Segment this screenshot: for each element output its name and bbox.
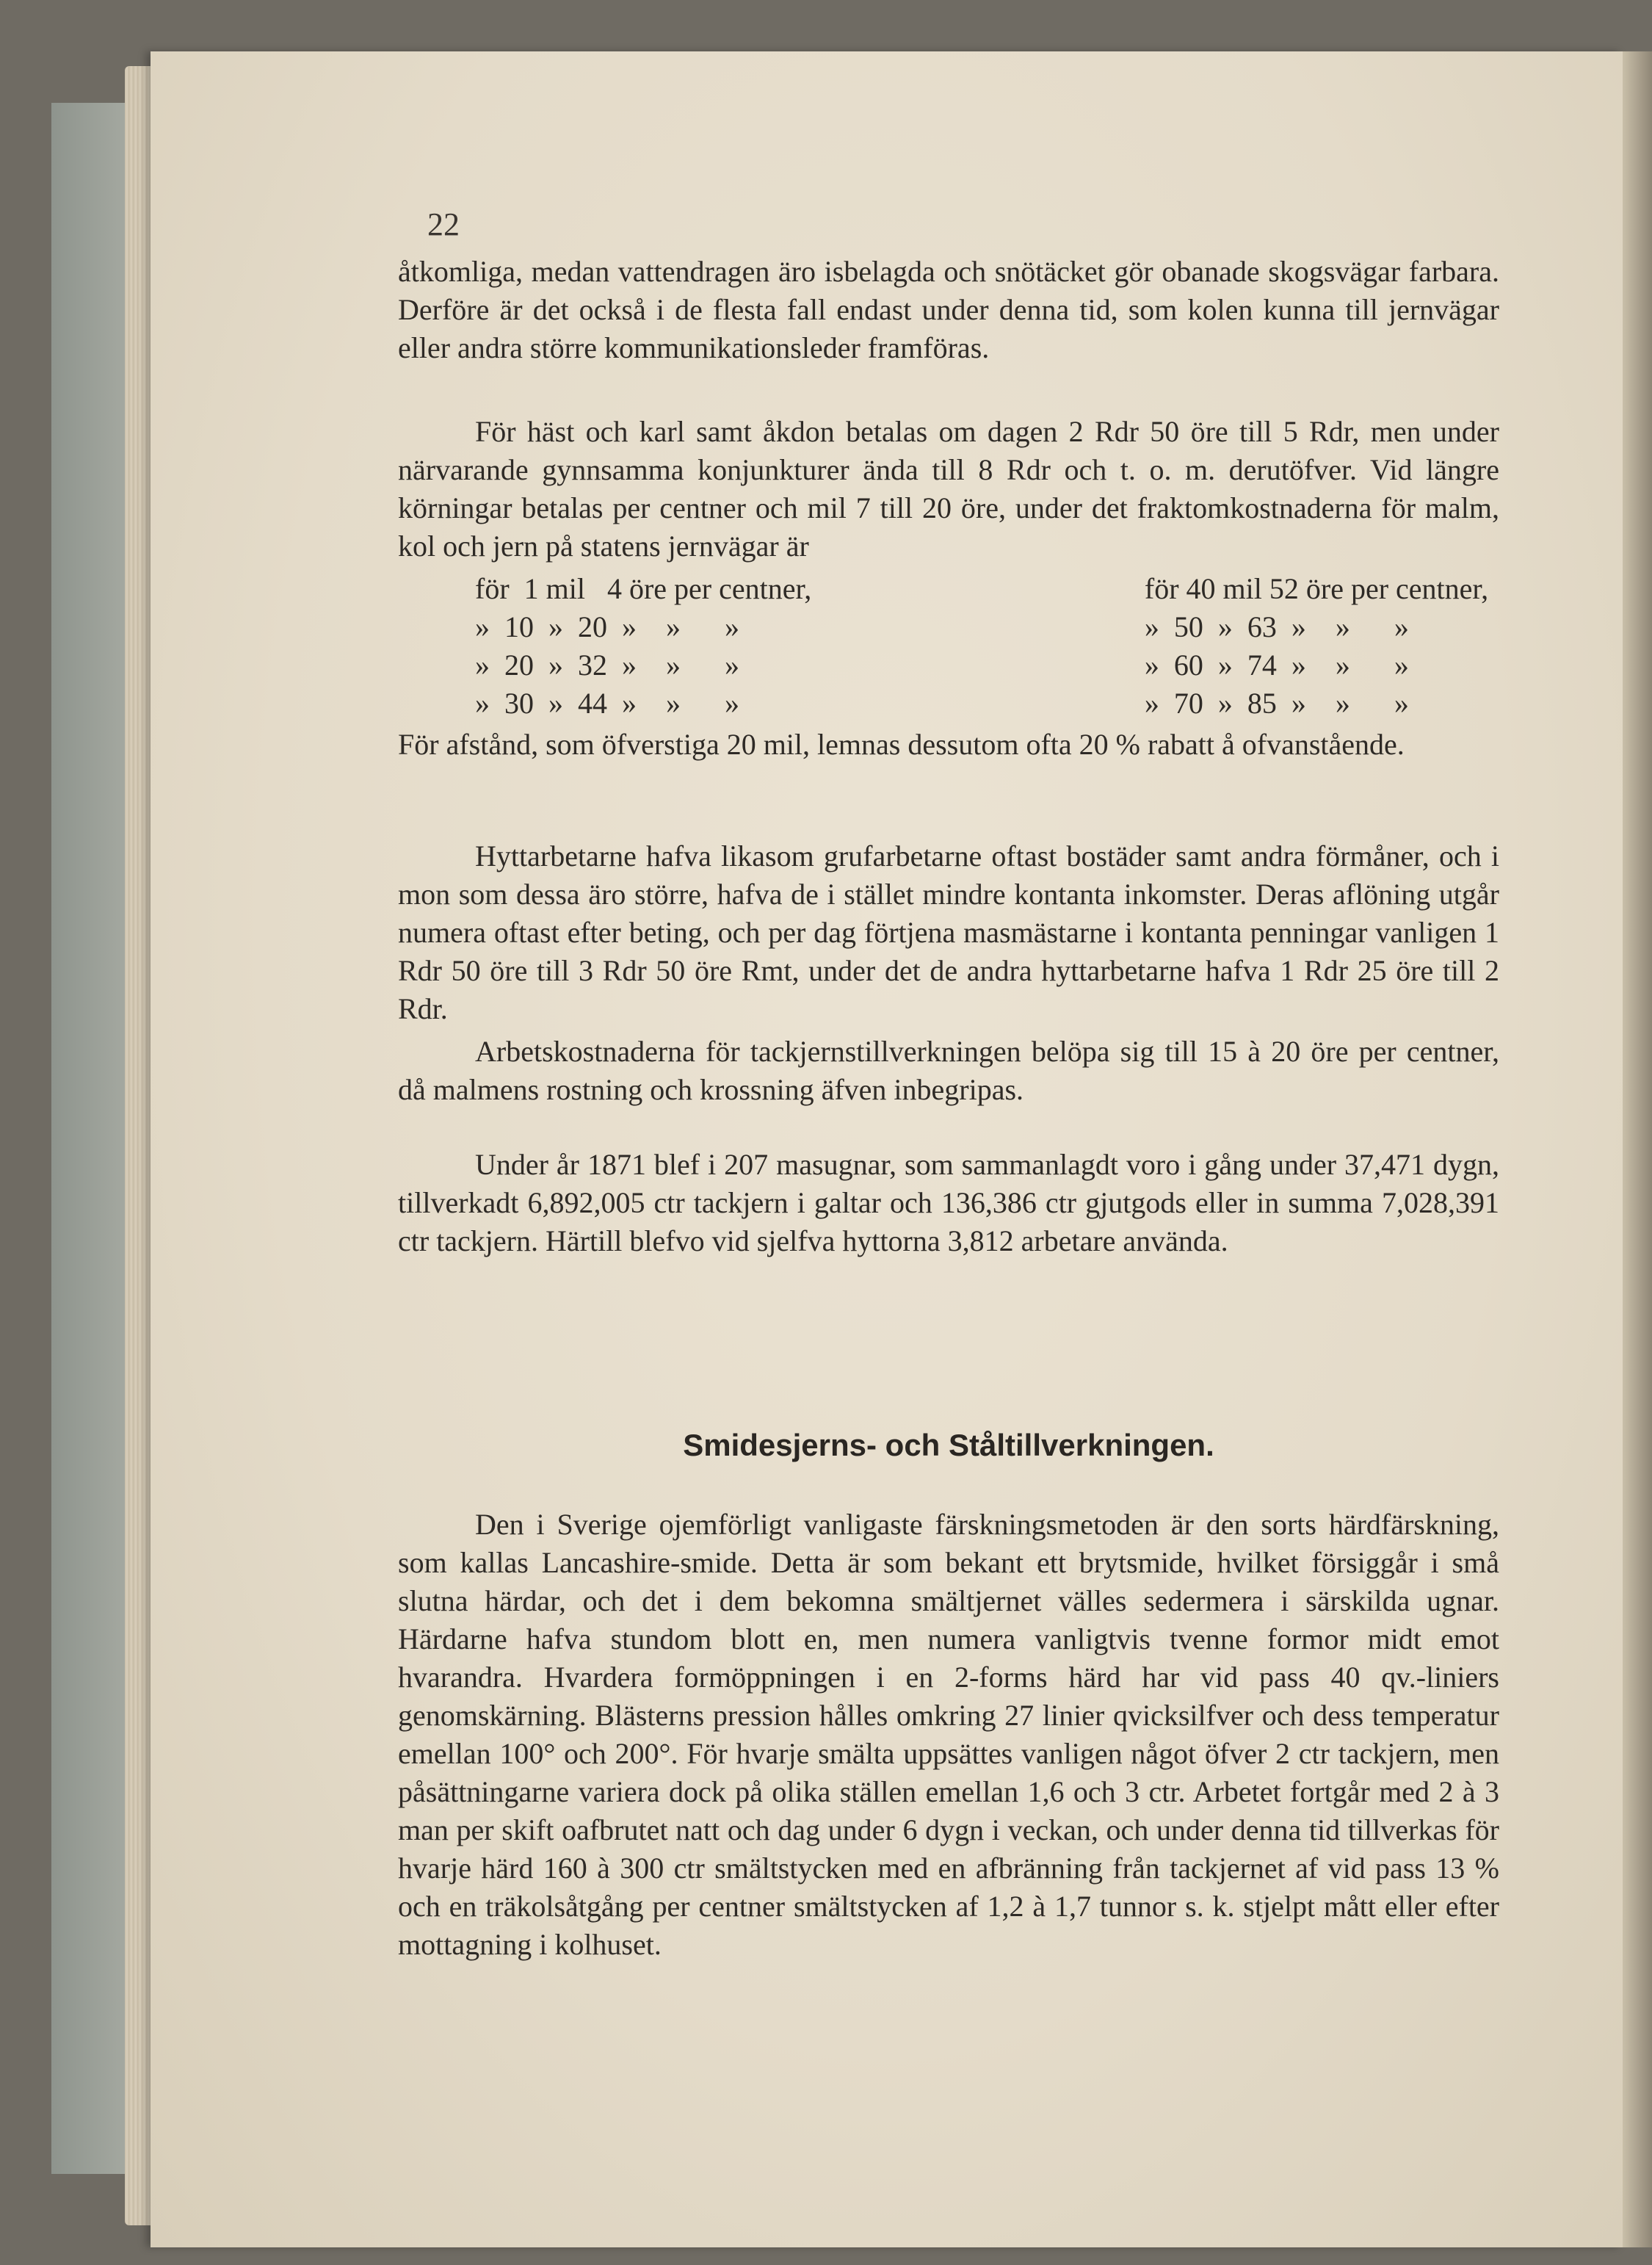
paragraph-7 bbox=[398, 1506, 1499, 1964]
rate-cell-left: » 10 » 20 » » » bbox=[475, 610, 739, 643]
rate-cell-right: » 70 » 85 » » » bbox=[1144, 687, 1409, 720]
paragraph-1-text: åtkomliga, medan vattendragen äro isbelagda och snötäcket gör obanade skogsvägar farbara. Derföre är det också i de flesta fall endast under denna tid, som kolen kunna till jernvägar eller andra större kommunikationsleder framföras. bbox=[398, 255, 1499, 364]
section-heading: Smidesjerns- och Ståltillverkningen. bbox=[683, 1428, 1214, 1462]
paragraph-2 bbox=[398, 413, 1499, 566]
rate-cell-right: » 50 » 63 » » » bbox=[1144, 610, 1409, 643]
rate-cell-right: för 40 mil 52 öre per centner, bbox=[1144, 572, 1489, 605]
paragraph-2-text: För häst och karl samt åkdon betalas om dagen 2 Rdr 50 öre till 5 Rdr, men under närvarande gynnsamma konjunkturer ända till 8 Rdr och t. o. m. derutöfver. Vid längre körningar betalas per centner och mil 7 till 20 öre, under det fraktomkostnaderna för malm, kol och jern på statens jernvägar är bbox=[398, 415, 1499, 563]
rate-cell-left: för 1 mil 4 öre per centner, bbox=[475, 572, 812, 605]
rate-row bbox=[398, 646, 1499, 684]
paragraph-6-text: Under år 1871 blef i 207 masugnar, som sammanlagdt voro i gång under 37,471 dygn, tillverkadt 6,892,005 ctr tackjern i galtar och 136,386 ctr gjutgods eller in summa 7,028,391 ctr tackjern. Härtill blefvo vid sjelfva hyttorna 3,812 arbetare använda. bbox=[398, 1148, 1499, 1257]
paragraph-4 bbox=[398, 837, 1499, 1028]
page-gutter-shadow bbox=[1623, 51, 1652, 2247]
rate-cell-left: » 30 » 44 » » » bbox=[475, 687, 739, 720]
paragraph-4-text: Hyttarbetarne hafva likasom grufarbetarne oftast bostäder samt andra förmåner, och i mon som dessa äro större, hafva de i stället mindre kontanta inkomster. Deras aflöning utgår numera oftast efter beting, och per dag förtjena masmästarne i kontanta penningar vanligen 1 Rdr 50 öre till 3 Rdr 50 öre Rmt, under det de andra hyttarbetarne hafva 1 Rdr 25 öre till 2 Rdr. bbox=[398, 839, 1499, 1025]
paragraph-7-text: Den i Sverige ojemförligt vanligaste färskningsmetoden är den sorts härdfärskning, som kallas Lancashire-smide. Detta är som bekant ett brytsmide, hvilket försiggår i små slutna härdar, och det i dem bekomna smältjernet välles sedermera i särskilda ugnar. Härdarne hafva stundom blott en, men numera vanligtvis tvenne formor midt emot hvarandra. Hvardera formöppningen i en 2-forms härd har vid pass 40 qv.-liniers genomskärning. Blästerns pression hålles omkring 27 linier qvicksilfver och dess temperatur emellan 100° och 200°. För hvarje smälta uppsättes vanligen något öfver 2 ctr tackjern, men påsättningarne variera dock på olika ställen emellan 1,6 och 3 ctr. Arbetet fortgår med 2 à 3 man per skift oafbrutet natt och dag under 6 dygn i veckan, och under denna tid tillverkas för hvarje härd 160 à 300 ctr smältstycken med en afbränning från tackjernet af vid pass 13 % och en träkolsåtgång per centner smältstycken af 1,2 à 1,7 tunnor s. k. stjelpt mått eller efter mottagning i kolhuset. bbox=[398, 1508, 1499, 1961]
page-number: 22 bbox=[427, 206, 460, 242]
paragraph-3-text: För afstånd, som öfverstiga 20 mil, lemnas dessutom ofta 20 % rabatt å ofvanstående. bbox=[398, 728, 1405, 761]
paragraph-6 bbox=[398, 1146, 1499, 1260]
rate-row bbox=[398, 684, 1499, 723]
rate-cell-right: » 60 » 74 » » » bbox=[1144, 649, 1409, 682]
paragraph-3 bbox=[398, 726, 1499, 764]
rate-row bbox=[398, 608, 1499, 646]
freight-rate-table bbox=[398, 570, 1499, 723]
paragraph-5-text: Arbetskostnaderna för tackjernstillverkningen belöpa sig till 15 à 20 öre per centner, då malmens rostning och krossning äfven inbegripas. bbox=[398, 1035, 1499, 1106]
paragraph-1 bbox=[398, 253, 1499, 367]
rate-row bbox=[398, 570, 1499, 608]
paragraph-5 bbox=[398, 1033, 1499, 1109]
rate-cell-left: » 20 » 32 » » » bbox=[475, 649, 739, 682]
